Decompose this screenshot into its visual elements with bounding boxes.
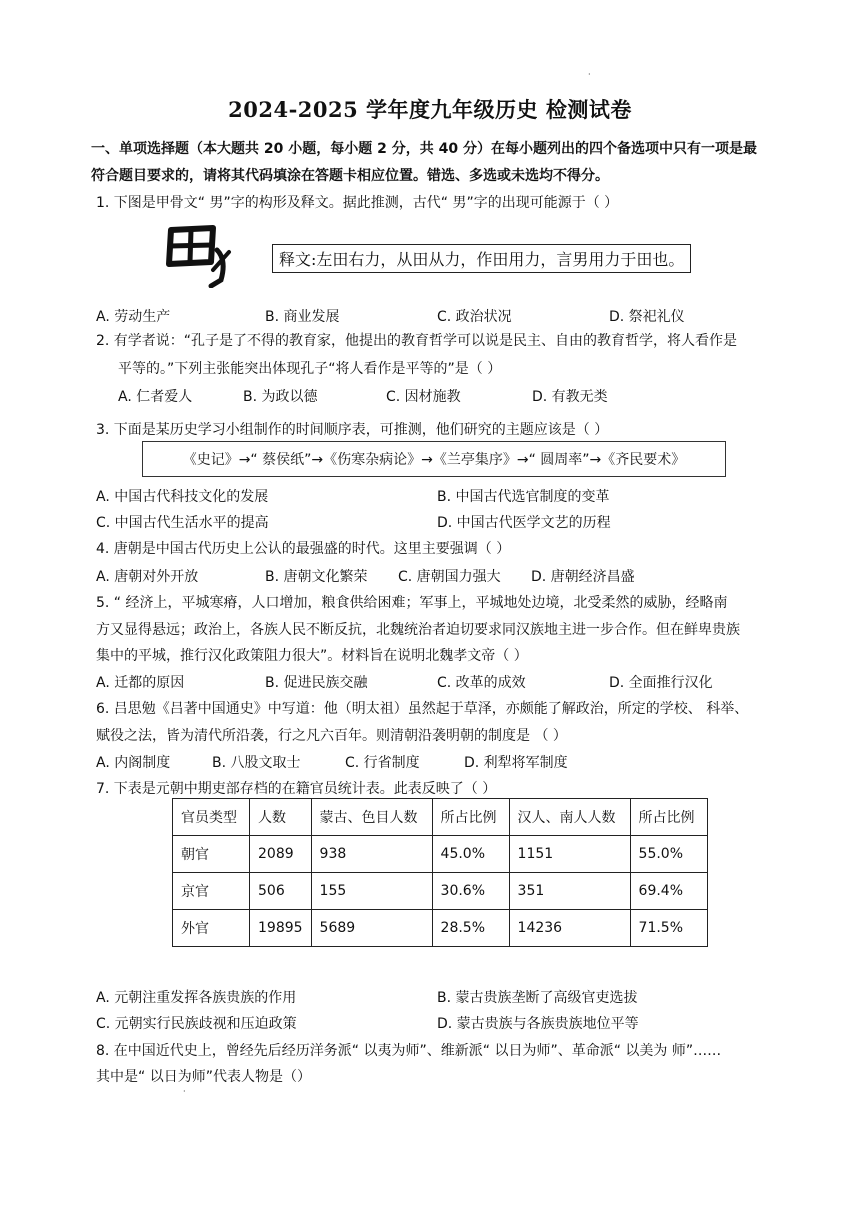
table-cell: 外官 [173, 910, 250, 947]
table-cell: 30.6% [432, 873, 509, 910]
q2-option-c: C. 因材施教 [386, 389, 461, 405]
table-cell: 55.0% [630, 836, 707, 873]
table-header-row [173, 799, 708, 836]
question-5-line2: 方又显得悬远；政治上，各族人民不断反抗，北魏统治者迫切要求同汉族地主进一步合作。但在鲜卑贵族 [96, 622, 740, 638]
table-cell: 69.4% [630, 873, 707, 910]
q6-option-d: D. 利犁将军制度 [464, 755, 568, 771]
q2-option-d: D. 有教无类 [532, 389, 608, 405]
q4-option-d: D. 唐朝经济昌盛 [531, 569, 635, 585]
q2-option-b: B. 为政以德 [243, 389, 318, 405]
table-cell: 45.0% [432, 836, 509, 873]
question-4-stem: 4. 唐朝是中国古代历史上公认的最强盛的时代。这里主要强调（ ） [96, 541, 511, 557]
question-8-line1: 8. 在中国近代史上，曾经先后经历洋务派“ 以夷为师”、维新派“ 以日为师”、革命派“ 以美为 师”…… [96, 1043, 722, 1059]
q4-option-a: A. 唐朝对外开放 [96, 569, 199, 585]
question-7-stem: 7. 下表是元朝中期吏部存档的在籍官员统计表。此表反映了（ ） [96, 781, 497, 797]
q7-option-d: D. 蒙古贵族与各族贵族地位平等 [437, 1016, 639, 1032]
table-cell: 5689 [311, 910, 432, 947]
scan-dot: · [183, 1087, 186, 1096]
question-5-line1: 5. “ 经济上，平城寒瘠，人口增加，粮食供给困难；军事上，平城地处边境，北受柔然的威胁，经略南 [96, 595, 728, 611]
q2-option-a: A. 仁者爱人 [118, 389, 193, 405]
question-6-line2: 赋役之法，皆为清代所沿袭，行之凡六百年。则清朝沿袭明朝的制度是 （ ） [96, 728, 567, 744]
question-1-stem: 1. 下图是甲骨文“ 男”字的构形及释文。据此推测，古代“ 男”字的出现可能源于（ ） [96, 195, 619, 211]
q7-option-c: C. 元朝实行民族歧视和压迫政策 [96, 1016, 297, 1032]
q6-option-a: A. 内阁制度 [96, 755, 171, 771]
q5-option-d: D. 全面推行汉化 [609, 675, 713, 691]
q1-option-a: A. 劳动生产 [96, 309, 171, 325]
table-header-cell: 所占比例 [432, 799, 509, 836]
q1-option-b: B. 商业发展 [265, 309, 340, 325]
table-header-cell: 人数 [250, 799, 312, 836]
chronology-box [142, 441, 726, 477]
question-5-line3: 集中的平城，推行汉化政策阻力很大”。材料旨在说明北魏孝文帝（ ） [96, 648, 528, 664]
question-6-line1: 6. 吕思勉《吕著中国通史》中写道：他（明太祖）虽然起于草泽，亦颇能了解政治，所定的学校、 科举、 [96, 701, 749, 717]
table-header-cell: 蒙古、色目人数 [311, 799, 432, 836]
q7-option-a: A. 元朝注重发挥各族贵族的作用 [96, 990, 297, 1006]
scan-dot: · [588, 70, 591, 79]
table-cell: 938 [311, 836, 432, 873]
table-row [173, 910, 708, 947]
q3-option-a: A. 中国古代科技文化的发展 [96, 489, 269, 505]
question-3-stem: 3. 下面是某历史学习小组制作的时间顺序表，可推测，他们研究的主题应该是（ ） [96, 422, 609, 438]
table-cell: 71.5% [630, 910, 707, 947]
table-header-cell: 汉人、南人人数 [509, 799, 630, 836]
page-title: 2024-2025 学年度九年级历史 检测试卷 [228, 97, 632, 122]
q1-option-d: D. 祭祀礼仪 [609, 309, 685, 325]
q3-option-c: C. 中国古代生活水平的提高 [96, 515, 269, 531]
table-cell: 351 [509, 873, 630, 910]
q5-option-a: A. 迁都的原因 [96, 675, 185, 691]
chronology-sequence: 《史记》→“ 蔡侯纸”→《伤寒杂病论》→《兰亭集序》→“ 圆周率”→《齐民要术》 [182, 452, 686, 468]
table-header-cell: 所占比例 [630, 799, 707, 836]
oracle-bone-nan-glyph [165, 222, 235, 288]
table-cell: 28.5% [432, 910, 509, 947]
q4-option-b: B. 唐朝文化繁荣 [265, 569, 368, 585]
oracle-interpretation-box: 释文:左田右力，从田从力，作田用力，言男用力于田也。 [272, 244, 691, 273]
question-8-line2: 其中是“ 以日为师”代表人物是（） [96, 1069, 311, 1085]
q5-option-b: B. 促进民族交融 [265, 675, 368, 691]
question-2-line2: 平等的。”下列主张能突出体现孔子“将人看作是平等的”是（ ） [118, 361, 502, 377]
table-row [173, 836, 708, 873]
table-cell: 155 [311, 873, 432, 910]
section-instruction-line2: 符合题目要求的，请将其代码填涂在答题卡相应位置。错选、多选或未选均不得分。 [91, 168, 609, 184]
table-cell: 14236 [509, 910, 630, 947]
table-cell: 19895 [250, 910, 312, 947]
q3-option-d: D. 中国古代医学文艺的历程 [437, 515, 611, 531]
q6-option-b: B. 八股文取士 [212, 755, 301, 771]
table-row [173, 873, 708, 910]
official-statistics-table [172, 798, 708, 947]
table-cell: 2089 [250, 836, 312, 873]
table-cell: 1151 [509, 836, 630, 873]
q4-option-c: C. 唐朝国力强大 [398, 569, 501, 585]
table-cell: 506 [250, 873, 312, 910]
q5-option-c: C. 改革的成效 [437, 675, 526, 691]
section-instruction-line1: 一、单项选择题（本大题共 20 小题，每小题 2 分，共 40 分）在每小题列出的四个备选项中只有一项是最 [91, 141, 757, 157]
q6-option-c: C. 行省制度 [345, 755, 420, 771]
table-cell: 京官 [173, 873, 250, 910]
table-cell: 朝官 [173, 836, 250, 873]
q3-option-b: B. 中国古代选官制度的变革 [437, 489, 610, 505]
question-2-line1: 2. 有学者说：“孔子是了不得的教育家，他提出的教育哲学可以说是民主、自由的教育哲学，将人看作是 [96, 333, 738, 349]
q7-option-b: B. 蒙古贵族垄断了高级官吏选拔 [437, 990, 638, 1006]
q1-option-c: C. 政治状况 [437, 309, 512, 325]
table-header-cell: 官员类型 [173, 799, 250, 836]
